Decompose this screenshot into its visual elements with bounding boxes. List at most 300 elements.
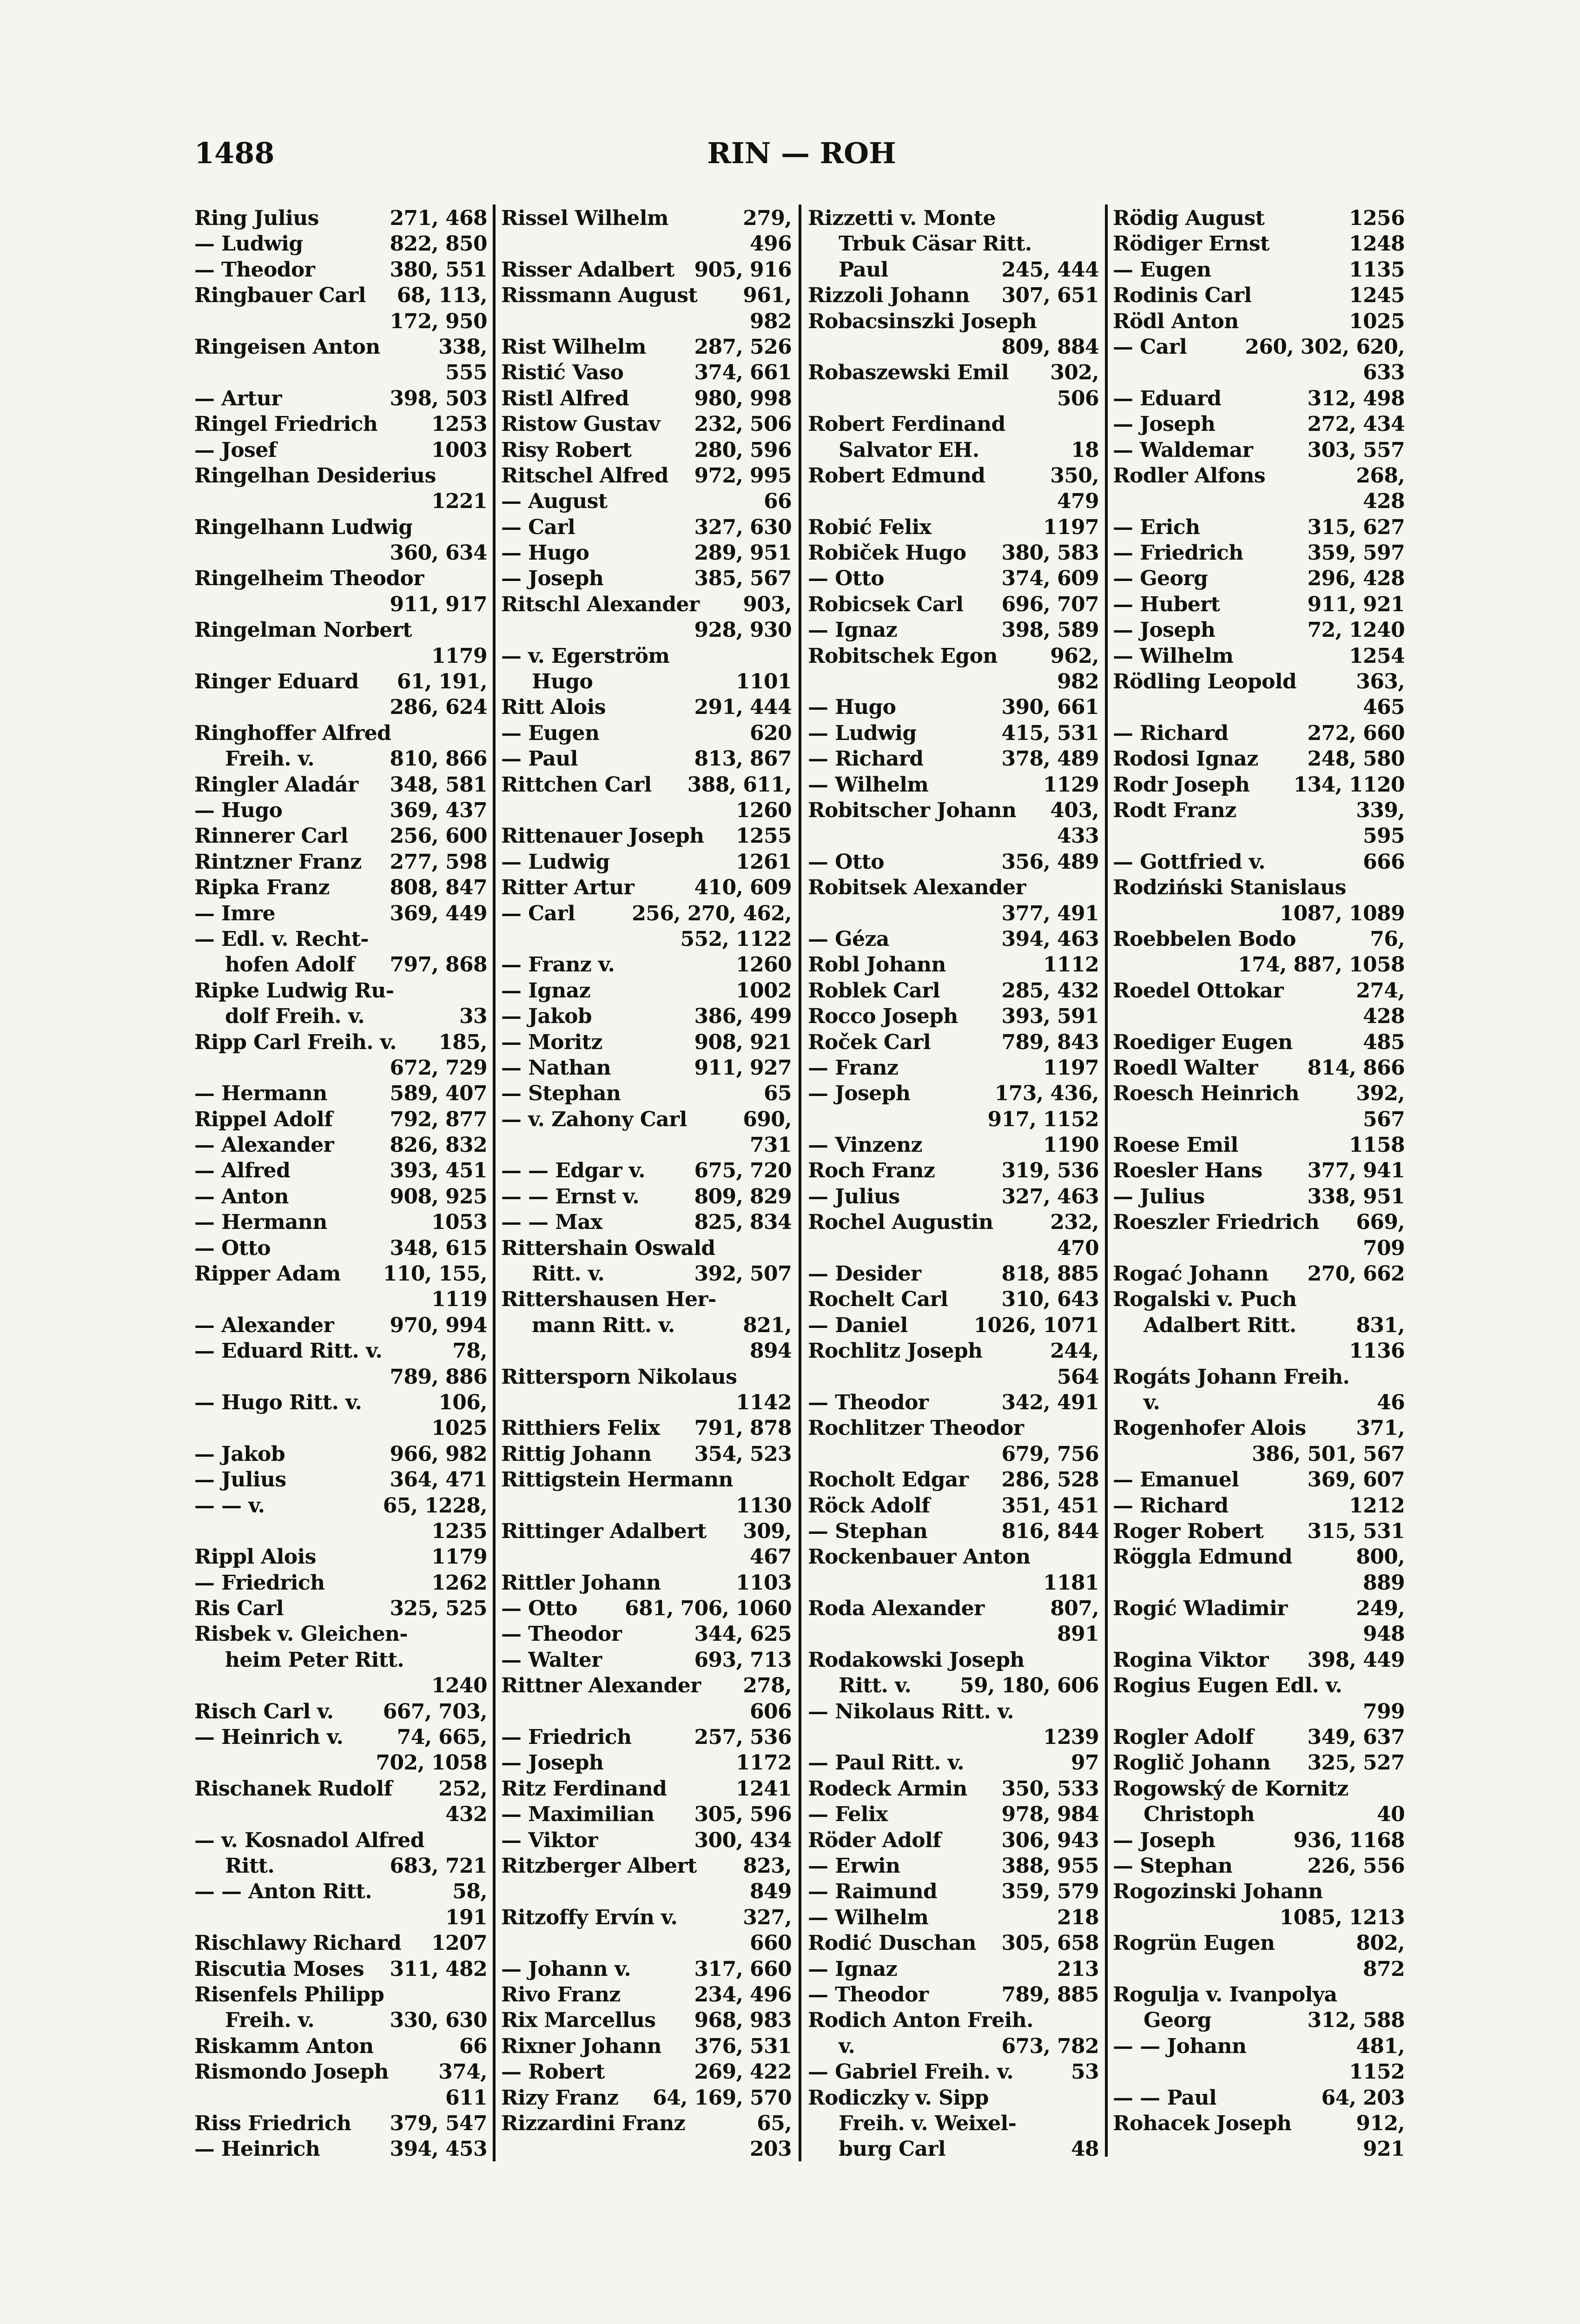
entry-name: — Robert [501,2060,605,2084]
entry-name: — Stephan [501,1082,621,1106]
entry-pages: 1256 [1349,206,1405,230]
entry-name: Ringer Eduard [194,670,359,694]
index-entry-line [501,1261,792,1287]
entry-name: Röck Adolf [808,1493,930,1518]
index-entry-line [808,2085,1099,2111]
entry-name: — Otto [808,850,885,874]
index-entry-line [501,1158,792,1183]
index-entry-line [1113,926,1405,952]
entry-pages: 410, 609 [694,876,792,900]
index-entry-line [501,386,792,411]
entry-pages [1094,1647,1099,1673]
entry-name: — Eugen [501,721,600,745]
entry-name: — Waldemar [1113,438,1253,462]
entry-pages: 279, [743,206,792,230]
index-entry-line [1113,1905,1405,1930]
entry-pages: 342, 491 [1001,1390,1099,1414]
index-entry-line [194,515,487,540]
entry-pages: 481, [1356,2034,1405,2058]
index-entry-line [1113,1802,1405,1827]
entry-pages: 891 [1057,1622,1099,1646]
entry-pages: 1197 [1043,515,1099,539]
entry-name: Ringeisen Anton [194,335,380,359]
entry-pages: 302, [1050,361,1099,385]
entry-pages: 821, [743,1313,792,1337]
index-entry-line [501,1364,792,1390]
entry-name: — Paul [501,747,578,771]
entry-pages: 374, 609 [1001,567,1099,591]
entry-name: Ristl Alfred [501,386,629,410]
entry-name: — Otto [501,1597,578,1621]
entry-pages: 274, [1356,978,1405,1003]
entry-name: Rittner Alexander [501,1674,701,1698]
entry-pages [483,515,487,540]
index-entry-line [808,952,1099,977]
entry-name: Ringelhann Ludwig [194,515,413,539]
index-entry-line [194,1673,487,1698]
entry-name: — Erwin [808,1854,900,1878]
index-entry-line [501,1570,792,1596]
entry-name: Rixner Johann [501,2034,661,2058]
index-entry-line [1113,1647,1405,1673]
entry-name: Ripp Carl Freih. v. [194,1030,397,1054]
entry-pages: 1129 [1043,772,1099,797]
entry-pages: 226, 556 [1307,1854,1405,1878]
index-entry-line [194,1313,487,1338]
index-entry-line [808,926,1099,952]
entry-name: Robert Edmund [808,463,985,488]
index-entry-line [194,1750,487,1776]
entry-name: Robić Felix [808,515,932,539]
entry-name: Rinnerer Carl [194,824,348,848]
entry-pages: 672, 729 [390,1056,487,1080]
index-entry-line [1113,1313,1405,1338]
entry-name: Hugo [532,670,593,694]
entry-pages: 791, 878 [694,1416,792,1440]
index-entry-line [501,720,792,746]
index-entry-line [194,1235,487,1261]
entry-pages: 280, 596 [694,438,792,462]
index-entry-line [808,1570,1099,1596]
entry-pages: 1254 [1349,644,1405,668]
entry-pages: 467 [749,1545,792,1569]
index-entry-line [194,1004,487,1029]
index-entry-line [808,1853,1099,1879]
entry-pages [483,1828,487,1853]
entry-name: dolf Freih. v. [225,1004,365,1029]
index-entry-line [1113,643,1405,669]
entry-pages: 589, 407 [390,1082,487,1106]
index-entry-line [1113,1055,1405,1081]
index-entry-line [1113,1956,1405,1982]
entry-name: Rismondo Joseph [194,2060,389,2084]
entry-name: — Paul Ritt. v. [808,1751,964,1775]
index-entry-line [194,875,487,900]
index-entry-line [194,1802,487,1827]
entry-pages: 392, 507 [694,1262,792,1286]
entry-pages: 359, 597 [1307,541,1405,565]
entry-pages: 364, 471 [390,1468,487,1492]
entry-name: — Felix [808,1802,888,1827]
index-entry-line [501,205,792,231]
entry-name: Robert Ferdinand [808,412,1005,436]
entry-pages: 1130 [735,1493,792,1518]
entry-pages: 350, [1050,463,1099,488]
entry-pages: 1136 [1349,1339,1405,1363]
index-entry-line [194,1930,487,1956]
entry-pages: 64, 203 [1321,2086,1405,2110]
entry-pages: 344, 625 [694,1622,792,1646]
entry-name: Rittigstein Hermann [501,1468,733,1492]
entry-name: Risy Robert [501,438,632,462]
entry-name: — Gabriel Freih. v. [808,2060,1014,2084]
index-entry-line [808,1364,1099,1390]
entry-pages: 789, 843 [1001,1030,1099,1054]
entry-name: Ritschel Alfred [501,463,668,488]
entry-pages: 903, [743,592,792,616]
index-entry-line [194,1390,487,1415]
index-entry-line [808,1905,1099,1930]
index-entry-line [808,592,1099,617]
index-entry-line [194,926,487,952]
entry-pages: 371, [1356,1416,1405,1440]
index-entry-line [808,515,1099,540]
entry-pages: 174, 887, 1058 [1237,953,1405,977]
entry-pages: 65 [763,1082,792,1106]
index-entry-line [1113,1982,1405,2007]
entry-pages: 312, 498 [1307,386,1405,410]
index-entry-line [808,463,1099,489]
index-entry-line [501,231,792,257]
index-entry-line [501,926,792,952]
entry-name: Ristić Vaso [501,361,624,385]
entry-pages: 789, 885 [1001,1982,1099,2007]
entry-pages: 428 [1362,489,1405,514]
index-entry-line [1113,257,1405,283]
index-entry-line [501,1879,792,1904]
entry-name: Rogáts Johann Freih. [1113,1365,1350,1389]
entry-name: — Heinrich [194,2137,320,2161]
index-entry-line [194,1132,487,1158]
entry-pages: 1241 [735,1776,792,1801]
entry-name: — — v. [194,1493,265,1518]
index-entry-line [194,1441,487,1467]
entry-pages: 1112 [1043,953,1099,977]
entry-pages [483,978,487,1004]
index-entry-line [501,1107,792,1132]
entry-name: Roese Emil [1113,1133,1238,1157]
entry-name: Rockenbauer Anton [808,1545,1031,1569]
index-entry-line [808,1596,1099,1621]
index-entry-line [808,1313,1099,1338]
index-entry-line [501,463,792,489]
entry-name: Risser Adalbert [501,257,674,282]
entry-name: Riscutia Moses [194,1957,364,1981]
index-entry-line [501,1596,792,1621]
index-entry-line [1113,746,1405,772]
index-column-2 [501,205,792,2162]
entry-pages [1094,309,1099,334]
entry-name: Rogulja v. Ivanpolya [1113,1982,1337,2007]
entry-pages: 310, 643 [1001,1287,1099,1312]
entry-pages: 272, 434 [1307,412,1405,436]
index-entry-line [501,2059,792,2085]
entry-name: Ritschl Alexander [501,592,700,616]
entry-pages: 814, 866 [1307,1056,1405,1080]
entry-pages: 306, 943 [1001,1828,1099,1852]
index-entry-line [194,411,487,437]
index-entry-line [808,360,1099,385]
index-entry-line [501,2111,792,2136]
entry-name: Rodler Alfons [1113,463,1265,488]
entry-name: Roger Robert [1113,1519,1264,1543]
entry-pages: 792, 877 [390,1107,487,1131]
index-entry-line [808,1030,1099,1055]
entry-name: — — Edgar v. [501,1159,645,1183]
entry-name: — Erich [1113,515,1200,539]
index-entry-line [808,1467,1099,1492]
entry-name: — Hugo Ritt. v. [194,1390,362,1414]
entry-pages: 1003 [431,438,487,462]
index-entry-line [808,1287,1099,1312]
entry-pages: 185, [438,1030,487,1054]
index-entry-line [808,1055,1099,1081]
index-entry-line [808,1828,1099,1853]
entry-pages [1400,1287,1405,1312]
index-entry-line [808,772,1099,798]
index-entry-line [808,1415,1099,1441]
index-entry-line [501,1338,792,1364]
index-entry-line [501,257,792,283]
index-entry-line [1113,592,1405,617]
entry-name: Roedel Ottokar [1113,978,1283,1003]
entry-pages: 1085, 1213 [1279,1905,1405,1929]
index-entry-line [194,772,487,798]
entry-pages [1400,875,1405,900]
index-entry-line [1113,1364,1405,1390]
index-entry-line [194,978,487,1004]
index-column-4 [1113,205,1405,2162]
entry-name: — Hugo [194,798,283,822]
entry-pages: 58, [452,1880,487,1904]
index-entry-line [808,1879,1099,1904]
index-entry-line [501,1673,792,1698]
index-entry-line [501,360,792,385]
index-entry-line [501,694,792,720]
index-entry-line [1113,2059,1405,2085]
entry-name: Salvator EH. [839,438,979,462]
entry-name: — Josef [194,438,277,462]
index-entry-line [194,849,487,875]
entry-name: — Nikolaus Ritt. v. [808,1699,1014,1723]
entry-name: Rittersporn Nikolaus [501,1365,737,1389]
entry-pages: 363, [1356,670,1405,694]
index-entry-line [808,875,1099,900]
index-entry-line [808,1441,1099,1467]
index-entry-line [194,901,487,926]
index-entry-line [501,515,792,540]
entry-pages: 244, [1050,1339,1099,1363]
entry-name: — Viktor [501,1828,598,1852]
entry-name: — Ignaz [501,978,590,1003]
entry-name: Rissel Wilhelm [501,206,668,230]
index-entry-line [501,1776,792,1802]
entry-name: Christoph [1144,1802,1255,1827]
entry-name: — Anton [194,1184,289,1208]
entry-name: Freih. v. [225,747,315,771]
index-entry-line [501,1750,792,1776]
entry-pages: 390, 661 [1001,695,1099,720]
entry-name: Robacsinszki Joseph [808,309,1037,333]
index-entry-line [808,1802,1099,1827]
entry-pages: 309, [743,1519,792,1543]
index-entry-line [808,283,1099,308]
entry-pages [483,1982,487,2007]
entry-pages: 917, 1152 [987,1107,1099,1131]
entry-pages: 369, 449 [390,901,487,925]
entry-pages: 928, 930 [694,618,792,642]
entry-pages: 296, 428 [1307,567,1405,591]
entry-name: Rippel Adolf [194,1107,333,1131]
index-entry-line [1113,617,1405,643]
entry-pages: 106, [438,1390,487,1414]
index-entry-line [501,1235,792,1261]
entry-name: Rittershausen Her- [501,1287,716,1312]
index-entry-line [808,669,1099,694]
entry-name: Rogozinski Johann [1113,1880,1323,1904]
index-entry-line [1113,952,1405,977]
entry-name: — Jakob [501,1004,592,1029]
entry-name: Roda Alexander [808,1597,985,1621]
entry-name: Rodakowski Joseph [808,1648,1025,1672]
column-divider [493,205,496,2161]
entry-pages: 797, 868 [390,953,487,977]
entry-name: — Julius [808,1184,900,1208]
entry-name: Rittig Johann [501,1442,652,1466]
entry-name: — Gottfried v. [1113,850,1265,874]
entry-name: — Georg [1113,567,1208,591]
entry-pages [1400,1364,1405,1390]
entry-pages: 65, [757,2111,792,2135]
entry-name: — Daniel [808,1313,908,1337]
entry-name: Rogać Johann [1113,1262,1269,1286]
index-entry-line [808,257,1099,283]
entry-name: burg Carl [839,2137,946,2161]
entry-name: — Ignaz [808,1957,897,1981]
index-entry-line [501,1287,792,1312]
index-entry-line [808,1261,1099,1287]
index-entry-line [194,1596,487,1621]
index-entry-line [194,1724,487,1750]
index-entry-line [1113,823,1405,849]
entry-pages: 260, 302, 620, [1245,335,1405,359]
entry-name: Rödig August [1113,206,1265,230]
entry-name: — Hugo [501,541,589,565]
entry-pages: 948 [1362,1622,1405,1646]
entry-pages: 479 [1057,489,1099,514]
entry-name: Robl Johann [808,953,946,977]
index-entry-line [1113,386,1405,411]
entry-pages: 379, 547 [390,2111,487,2135]
index-entry-line [1113,1390,1405,1415]
index-entry-line [501,1184,792,1209]
entry-name: — Ignaz [808,618,897,642]
entry-pages: 968, 983 [694,2008,792,2033]
index-entry-line [194,2085,487,2111]
entry-name: — — Anton Ritt. [194,1880,372,1904]
entry-pages: 911, 927 [694,1056,792,1080]
entry-pages [1400,1982,1405,2007]
index-entry-line [194,540,487,566]
entry-pages: 1239 [1043,1725,1099,1750]
index-entry-line [1113,515,1405,540]
entry-name: Risbek v. Gleichen- [194,1622,408,1646]
entry-pages: 813, 867 [694,747,792,771]
entry-pages: 1025 [1349,309,1405,333]
index-entry-line [1113,283,1405,308]
entry-name: Roch Franz [808,1159,935,1183]
index-entry-line [1113,1493,1405,1519]
index-entry-line [501,309,792,334]
entry-pages: 40 [1376,1802,1405,1827]
entry-name: Rochlitz Joseph [808,1339,983,1363]
entry-pages [787,643,792,669]
entry-name: Rivo Franz [501,1982,621,2007]
index-entry-line [1113,798,1405,823]
entry-name: Rittinger Adalbert [501,1519,707,1543]
entry-pages [787,1287,792,1312]
entry-pages: 702, 1058 [376,1751,487,1775]
entry-pages: 330, 630 [390,2008,487,2033]
entry-pages: 218 [1057,1905,1099,1929]
entry-pages: 611 [445,2086,487,2110]
index-entry-line [808,1107,1099,1132]
entry-name: Rittershain Oswald [501,1236,715,1260]
index-entry-line [808,849,1099,875]
index-entry-line [194,1081,487,1106]
entry-name: mann Ritt. v. [532,1313,675,1337]
entry-pages: 807, [1050,1597,1099,1621]
entry-pages: 172, 950 [390,309,487,333]
index-entry-line [808,1699,1099,1724]
index-entry-line [808,1776,1099,1802]
index-entry-line [194,1261,487,1287]
index-entry-line [501,1390,792,1415]
entry-name: — Alfred [194,1159,291,1183]
index-entry-line [1113,772,1405,798]
index-entry-line [501,1621,792,1647]
entry-pages: 683, 721 [390,1854,487,1878]
entry-pages: 360, 634 [390,541,487,565]
entry-pages: 319, 536 [1001,1159,1099,1183]
index-entry-line [808,978,1099,1004]
index-entry-line [501,1004,792,1029]
index-entry-line [808,1184,1099,1209]
index-entry-line [808,1390,1099,1415]
index-entry-line [1113,1544,1405,1570]
entry-pages: 823, [743,1854,792,1878]
entry-name: — Friedrich [501,1725,632,1750]
entry-pages: 354, 523 [694,1442,792,1466]
entry-name: Robitschek Egon [808,644,998,668]
index-entry-line [808,2007,1099,2033]
entry-pages: 248, 580 [1307,747,1405,771]
entry-pages: 802, [1356,1931,1405,1955]
entry-name: — Walter [501,1648,602,1672]
index-entry-line [194,566,487,591]
entry-name: — Theodor [808,1390,929,1414]
entry-name: Ringhoffer Alfred [194,721,391,745]
